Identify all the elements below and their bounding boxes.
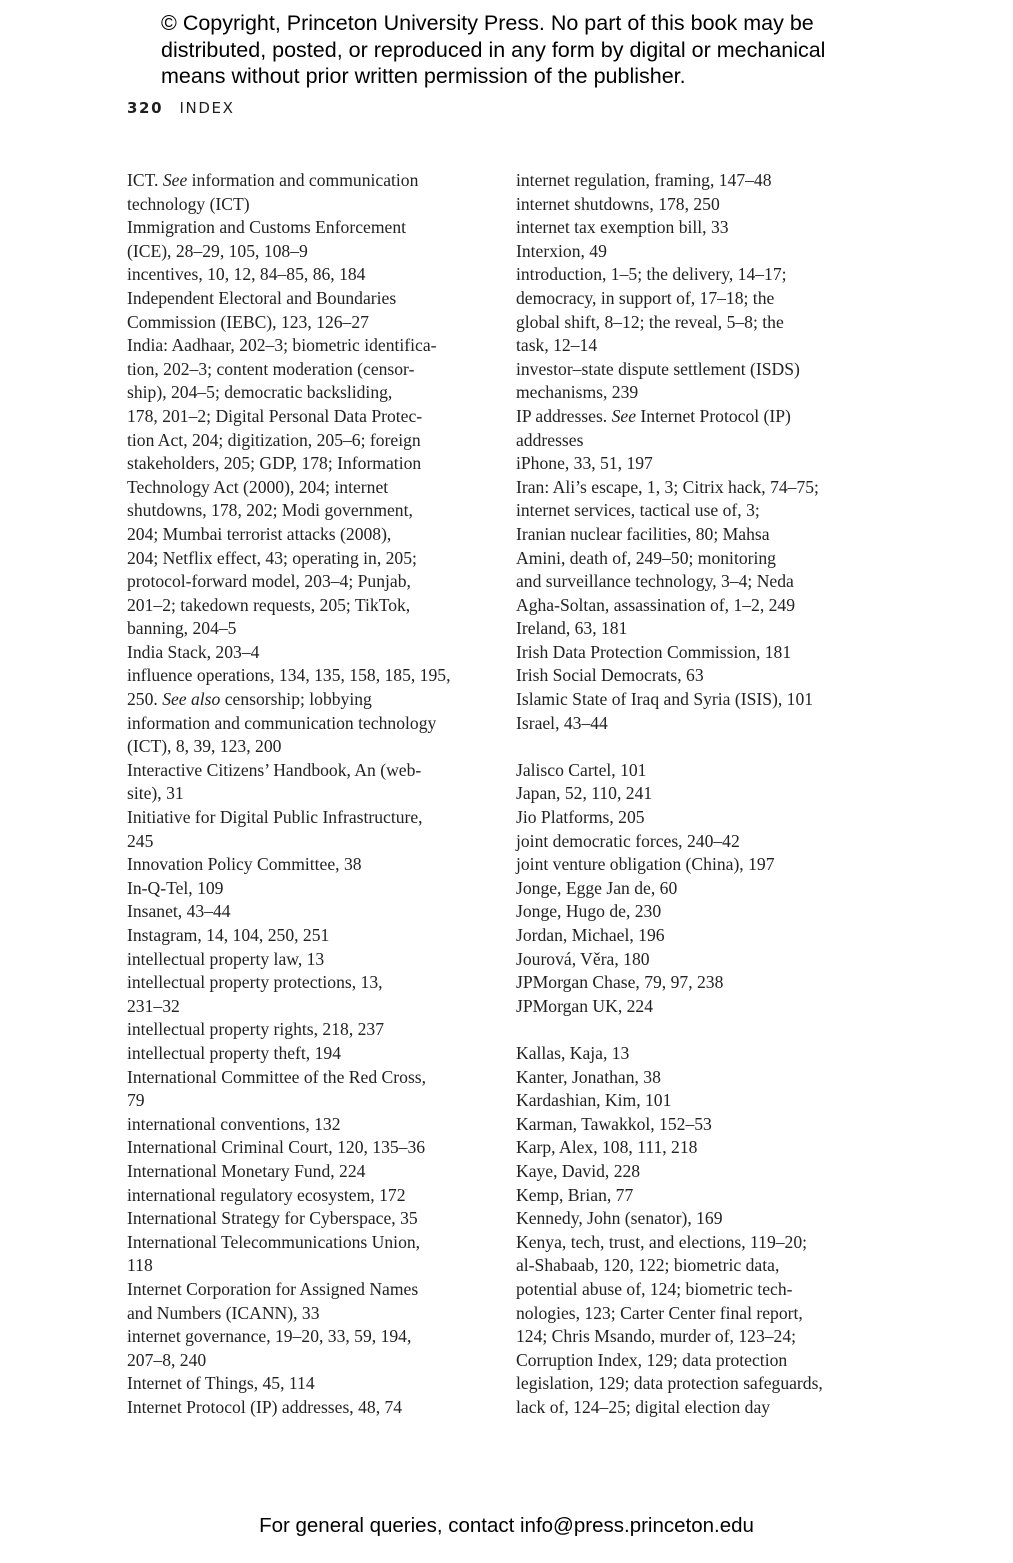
- index-entry-line: internet tax exemption bill, 33: [516, 217, 729, 238]
- copyright-line: distributed, posted, or reproduced in any form by digital or mechanical: [161, 37, 826, 62]
- copyright-line: © Copyright, Princeton University Press. No part of this book may be: [161, 11, 814, 35]
- index-entry-line: and Numbers (ICANN), 33: [127, 1302, 320, 1323]
- index-entry: [127, 1160, 479, 1184]
- index-entry-line: Jonge, Hugo de, 230: [516, 901, 662, 922]
- index-entry-line: tion, 202–3; content moderation (censor-: [127, 358, 415, 379]
- index-entry-line: Immigration and Customs Enforcement: [127, 217, 407, 238]
- index-entry: [516, 1113, 872, 1137]
- index-entry-line: Internet Protocol (IP) addresses, 48, 74: [127, 1396, 403, 1417]
- index-entry-line: 178, 201–2; Digital Personal Data Protec-: [127, 405, 423, 426]
- index-entry-line: addresses: [516, 429, 584, 450]
- index-entry-line: Technology Act (2000), 204; internet: [127, 476, 389, 497]
- index-entry-line: intellectual property protections, 13,: [127, 972, 383, 993]
- index-entry: [127, 263, 479, 287]
- index-entry: [127, 1396, 479, 1420]
- index-entry: [127, 641, 479, 665]
- index-entry-line: Jio Platforms, 205: [516, 807, 645, 828]
- index-entry: [516, 476, 872, 618]
- letter-group-gap: [516, 735, 872, 759]
- index-entry: [127, 1278, 479, 1325]
- index-entry: [516, 1066, 872, 1090]
- index-entry: [516, 830, 872, 854]
- index-entry-line: Kardashian, Kim, 101: [516, 1090, 672, 1111]
- index-entry: [516, 995, 872, 1019]
- index-entry: [516, 877, 872, 901]
- index-entry: [127, 664, 479, 711]
- page-number: 320: [127, 99, 164, 117]
- running-head: [127, 99, 234, 117]
- index-entry-line: protocol-forward model, 203–4; Punjab,: [127, 571, 411, 592]
- index-entry-line: nologies, 123; Carter Center final report,: [516, 1302, 803, 1323]
- index-entry: [127, 216, 479, 263]
- index-entry-line: Iranian nuclear facilities, 80; Mahsa: [516, 523, 770, 544]
- index-entry: [516, 948, 872, 972]
- index-entry: [127, 1207, 479, 1231]
- index-entry-line: Interxion, 49: [516, 240, 607, 261]
- index-entry-line: (ICE), 28–29, 105, 108–9: [127, 240, 308, 261]
- index-entry-line: 204; Mumbai terrorist attacks (2008),: [127, 523, 392, 544]
- index-entry-line: ICT. See information and communication: [127, 170, 419, 190]
- index-entry-line: Instagram, 14, 104, 250, 251: [127, 925, 330, 945]
- index-entry-line: and surveillance technology, 3–4; Neda: [516, 571, 794, 592]
- index-entry: [516, 216, 872, 240]
- index-entry: [516, 169, 872, 193]
- footer-contact: For general queries, contact info@press.princeton.edu: [259, 1514, 754, 1537]
- index-entry-line: joint democratic forces, 240–42: [516, 830, 740, 851]
- index-entry: [516, 358, 872, 405]
- index-entry-line: shutdowns, 178, 202; Modi government,: [127, 500, 413, 521]
- index-entry: [516, 452, 872, 476]
- index-entry: [127, 1325, 479, 1372]
- index-entry-line: Independent Electoral and Boundaries: [127, 287, 397, 308]
- copyright-line: means without prior written permission of the publisher.: [161, 64, 686, 88]
- index-entry-line: (ICT), 8, 39, 123, 200: [127, 736, 282, 757]
- index-entry-line: 118: [127, 1255, 153, 1276]
- index-entry: [127, 1136, 479, 1160]
- index-entry: [516, 759, 872, 783]
- index-entry-line: tion Act, 204; digitization, 205–6; foreign: [127, 429, 421, 450]
- index-entry-line: 231–32: [127, 995, 180, 1016]
- running-head-title: INDEX: [179, 99, 235, 117]
- index-entry: [516, 263, 872, 357]
- index-entry-line: 201–2; takedown requests, 205; TikTok,: [127, 594, 411, 615]
- index-entry: [516, 641, 872, 665]
- index-column-left: [127, 169, 479, 1419]
- index-entry-line: Corruption Index, 129; data protection: [516, 1349, 788, 1370]
- index-entry: [127, 1372, 479, 1396]
- index-entry-line: Kanter, Jonathan, 38: [516, 1066, 661, 1087]
- index-entry-line: Kemp, Brian, 77: [516, 1184, 634, 1205]
- index-entry-line: 124; Chris Msando, murder of, 123–24;: [516, 1326, 797, 1347]
- index-entry: [127, 948, 479, 972]
- index-entry: [516, 193, 872, 217]
- index-entry-line: ship), 204–5; democratic backsliding,: [127, 382, 393, 403]
- index-entry: [516, 1184, 872, 1208]
- index-entry-line: mechanisms, 239: [516, 382, 639, 403]
- index-entry-line: Jonge, Egge Jan de, 60: [516, 877, 678, 898]
- index-entry-line: Amini, death of, 249–50; monitoring: [516, 547, 776, 568]
- index-entry: [127, 1042, 479, 1066]
- index-entry: [516, 1136, 872, 1160]
- index-entry-line: Innovation Policy Committee, 38: [127, 854, 362, 875]
- index-entry: [516, 782, 872, 806]
- index-entry-line: 245: [127, 830, 154, 851]
- index-entry: [127, 971, 479, 1018]
- index-entry: [127, 287, 479, 334]
- index-entry-line: 79: [127, 1090, 145, 1111]
- index-entry-line: Internet Corporation for Assigned Names: [127, 1278, 419, 1299]
- index-entry: [516, 712, 872, 736]
- index-entry-line: global shift, 8–12; the reveal, 5–8; the: [516, 311, 784, 332]
- index-entry: [127, 924, 479, 948]
- index-entry-line: India Stack, 203–4: [127, 641, 260, 662]
- index-entry-line: internet shutdowns, 178, 250: [516, 193, 720, 214]
- index-entry-line: legislation, 129; data protection safeguards,: [516, 1373, 823, 1394]
- index-entry-line: 207–8, 240: [127, 1349, 207, 1370]
- index-entry: [127, 1066, 479, 1113]
- index-entry-line: intellectual property law, 13: [127, 948, 325, 969]
- index-entry-line: intellectual property theft, 194: [127, 1042, 341, 1063]
- index-entry: [516, 688, 872, 712]
- index-entry-line: Kennedy, John (senator), 169: [516, 1208, 723, 1229]
- index-entry: [516, 1207, 872, 1231]
- index-entry-line: lack of, 124–25; digital election day: [516, 1396, 771, 1417]
- index-entry-line: al-Shabaab, 120, 122; biometric data,: [516, 1255, 780, 1276]
- index-entry: [516, 853, 872, 877]
- index-entry-line: In-Q-Tel, 109: [127, 877, 224, 898]
- index-entry-line: Islamic State of Iraq and Syria (ISIS), 101: [516, 689, 814, 710]
- index-entry-line: Kaye, David, 228: [516, 1160, 641, 1181]
- index-entry-line: international conventions, 132: [127, 1113, 341, 1134]
- index-entry-line: Irish Data Protection Commission, 181: [516, 641, 792, 662]
- index-entry-line: India: Aadhaar, 202–3; biometric identifica-: [127, 335, 437, 356]
- index-entry-line: stakeholders, 205; GDP, 178; Information: [127, 453, 422, 474]
- index-entry-line: introduction, 1–5; the delivery, 14–17;: [516, 264, 787, 285]
- index-entry-line: International Committee of the Red Cross,: [127, 1066, 427, 1087]
- index-entry-line: intellectual property rights, 218, 237: [127, 1019, 385, 1040]
- index-entry-line: International Telecommunications Union,: [127, 1231, 421, 1252]
- index-entry-line: Initiative for Digital Public Infrastructure,: [127, 807, 423, 828]
- index-entry: [127, 759, 479, 806]
- index-entry-line: Internet of Things, 45, 114: [127, 1373, 315, 1394]
- index-entry-line: IP addresses. See Internet Protocol (IP): [516, 405, 791, 426]
- index-entry: [516, 1231, 872, 1420]
- index-entry-line: international regulatory ecosystem, 172: [127, 1184, 406, 1205]
- index-entry: [127, 1231, 479, 1278]
- index-entry: [516, 1160, 872, 1184]
- index-entry: [516, 971, 872, 995]
- index-entry-line: Irish Social Democrats, 63: [516, 665, 704, 686]
- index-entry-line: Agha-Soltan, assassination of, 1–2, 249: [516, 594, 796, 615]
- index-entry-line: Kallas, Kaja, 13: [516, 1042, 630, 1063]
- index-entry: [516, 1089, 872, 1113]
- index-entry-line: investor–state dispute settlement (ISDS): [516, 358, 800, 379]
- index-entry-line: banning, 204–5: [127, 618, 237, 639]
- index-entry: [516, 924, 872, 948]
- index-entry: [516, 617, 872, 641]
- index-entry: [516, 1042, 872, 1066]
- index-entry: [127, 877, 479, 901]
- index-entry-line: Karman, Tawakkol, 152–53: [516, 1113, 712, 1134]
- index-entry-line: influence operations, 134, 135, 158, 185, 195,: [127, 665, 451, 686]
- index-entry-line: internet governance, 19–20, 33, 59, 194,: [127, 1326, 412, 1347]
- index-entry: [127, 853, 479, 877]
- index-entry-line: Jalisco Cartel, 101: [516, 759, 647, 780]
- copyright-notice: [161, 10, 921, 90]
- index-entry-line: incentives, 10, 12, 84–85, 86, 184: [127, 264, 366, 285]
- index-entry: [127, 169, 479, 216]
- index-entry-line: task, 12–14: [516, 335, 598, 356]
- index-entry-line: Japan, 52, 110, 241: [516, 783, 653, 804]
- index-entry-line: Karp, Alex, 108, 111, 218: [516, 1137, 698, 1158]
- index-entry-line: Ireland, 63, 181: [516, 618, 628, 639]
- index-entry-line: potential abuse of, 124; biometric tech-: [516, 1278, 793, 1299]
- index-entry: [516, 664, 872, 688]
- index-entry-line: International Criminal Court, 120, 135–36: [127, 1137, 426, 1158]
- index-entry-line: International Monetary Fund, 224: [127, 1160, 366, 1181]
- letter-group-gap: [516, 1018, 872, 1042]
- index-entry-line: internet services, tactical use of, 3;: [516, 500, 760, 521]
- index-entry-line: site), 31: [127, 783, 184, 804]
- index-entry: [127, 1018, 479, 1042]
- index-entry-line: technology (ICT): [127, 193, 250, 214]
- index-entry-line: International Strategy for Cyberspace, 35: [127, 1208, 418, 1229]
- index-entry-line: internet regulation, framing, 147–48: [516, 170, 772, 190]
- index-entry: [127, 806, 479, 853]
- index-entry-line: Commission (IEBC), 123, 126–27: [127, 311, 369, 332]
- index-entry: [127, 334, 479, 641]
- index-entry-line: Israel, 43–44: [516, 712, 608, 733]
- index-entry-line: JPMorgan Chase, 79, 97, 238: [516, 972, 724, 993]
- index-entry-line: iPhone, 33, 51, 197: [516, 453, 653, 474]
- index-entry-line: democracy, in support of, 17–18; the: [516, 287, 775, 308]
- index-entry: [516, 240, 872, 264]
- index-entry: [127, 1184, 479, 1208]
- index-entry-line: Jourová, Věra, 180: [516, 948, 650, 969]
- index-entry-line: Interactive Citizens’ Handbook, An (web-: [127, 759, 422, 780]
- index-entry-line: Jordan, Michael, 196: [516, 925, 665, 945]
- index-entry-line: information and communication technology: [127, 712, 437, 733]
- index-entry-line: 250. See also censorship; lobbying: [127, 689, 372, 710]
- index-entry-line: Kenya, tech, trust, and elections, 119–20;: [516, 1231, 808, 1252]
- index-entry-line: JPMorgan UK, 224: [516, 995, 654, 1016]
- index-column-right: [516, 169, 872, 1419]
- index-entry-line: Insanet, 43–44: [127, 901, 231, 922]
- index-entry-line: joint venture obligation (China), 197: [516, 854, 775, 875]
- index-entry: [127, 1113, 479, 1137]
- index-entry-line: 204; Netflix effect, 43; operating in, 205;: [127, 547, 417, 568]
- index-entry: [516, 806, 872, 830]
- index-entry: [516, 405, 872, 452]
- index-entry: [127, 712, 479, 759]
- index-entry-line: Iran: Ali’s escape, 1, 3; Citrix hack, 74–75;: [516, 476, 819, 497]
- index-entry: [516, 900, 872, 924]
- index-entry: [127, 900, 479, 924]
